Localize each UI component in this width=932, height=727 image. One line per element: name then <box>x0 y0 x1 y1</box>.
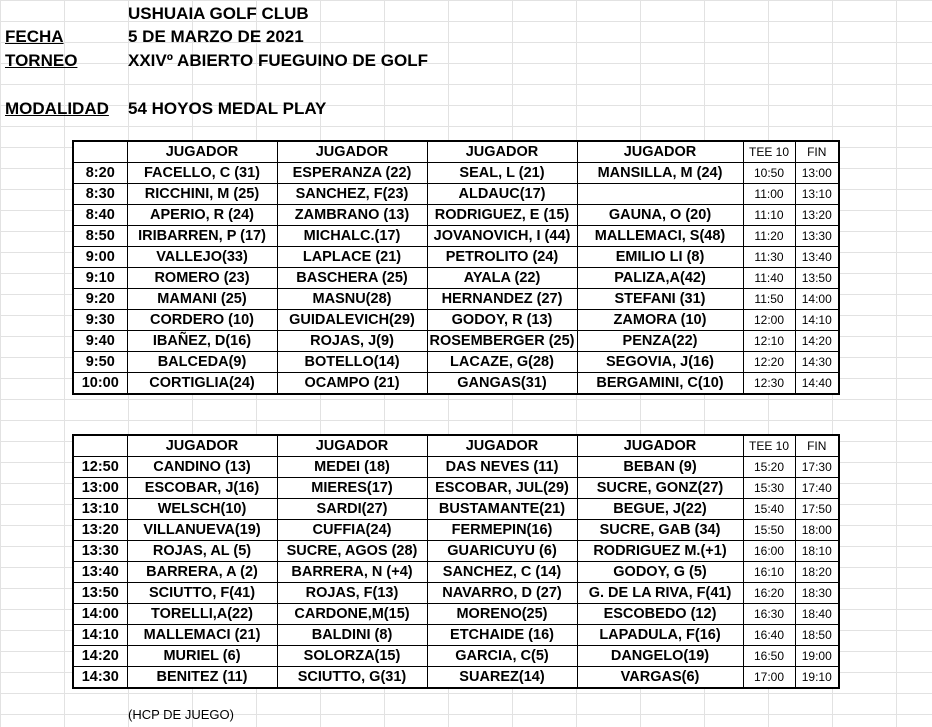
finish-time-cell: 14:00 <box>795 289 839 310</box>
header-row <box>73 435 839 457</box>
player-cell: EMILIO LI (8) <box>577 247 743 268</box>
player-cell: RICCHINI, M (25) <box>127 184 277 205</box>
finish-time-cell: 18:00 <box>795 520 839 541</box>
table-row <box>73 562 839 583</box>
player-cell: JOVANOVICH, I (44) <box>427 226 577 247</box>
player-cell: BEGUE, J(22) <box>577 499 743 520</box>
table-row <box>73 352 839 373</box>
table-row <box>73 226 839 247</box>
player-cell: MICHALC.(17) <box>277 226 427 247</box>
finish-time-cell: 13:20 <box>795 205 839 226</box>
finish-time-cell: 13:10 <box>795 184 839 205</box>
torneo-label: TORNEO <box>5 51 78 70</box>
player-cell: CANDINO (13) <box>127 457 277 478</box>
table-row <box>73 667 839 689</box>
tee10-time-cell: 11:40 <box>743 268 795 289</box>
player-cell: SANCHEZ, C (14) <box>427 562 577 583</box>
player-cell: BALDINI (8) <box>277 625 427 646</box>
column-header-jugador: JUGADOR <box>427 435 577 457</box>
player-cell: GANGAS(31) <box>427 373 577 395</box>
tee10-time-cell: 15:30 <box>743 478 795 499</box>
player-cell: RODRIGUEZ, E (15) <box>427 205 577 226</box>
table-row <box>73 289 839 310</box>
player-cell: SARDI(27) <box>277 499 427 520</box>
column-header-jugador: JUGADOR <box>127 435 277 457</box>
table-row <box>73 373 839 395</box>
modalidad-value: 54 HOYOS MEDAL PLAY <box>128 99 327 118</box>
player-cell: CUFFIA(24) <box>277 520 427 541</box>
player-cell: NAVARRO, D (27) <box>427 583 577 604</box>
column-header-jugador: JUGADOR <box>427 141 577 163</box>
player-cell: VALLEJO(33) <box>127 247 277 268</box>
start-time-cell: 9:50 <box>73 352 127 373</box>
start-time-cell: 13:00 <box>73 478 127 499</box>
finish-time-cell: 18:30 <box>795 583 839 604</box>
tee10-time-cell: 15:50 <box>743 520 795 541</box>
player-cell: AYALA (22) <box>427 268 577 289</box>
player-cell: IBAÑEZ, D(16) <box>127 331 277 352</box>
player-cell: TORELLI,A(22) <box>127 604 277 625</box>
player-cell: GAUNA, O (20) <box>577 205 743 226</box>
start-time-cell: 8:20 <box>73 163 127 184</box>
table-row <box>73 478 839 499</box>
column-header-tee10: TEE 10 <box>743 435 795 457</box>
player-cell: ESPERANZA (22) <box>277 163 427 184</box>
player-cell: SUCRE, GONZ(27) <box>577 478 743 499</box>
finish-time-cell: 14:10 <box>795 310 839 331</box>
footnote: (HCP DE JUEGO) <box>128 707 234 722</box>
tee10-time-cell: 10:50 <box>743 163 795 184</box>
tee10-time-cell: 11:00 <box>743 184 795 205</box>
tee10-time-cell: 15:20 <box>743 457 795 478</box>
start-time-cell: 14:10 <box>73 625 127 646</box>
club-name: USHUAIA GOLF CLUB <box>128 4 309 23</box>
player-cell: SANCHEZ, F(23) <box>277 184 427 205</box>
player-cell: SUCRE, GAB (34) <box>577 520 743 541</box>
table-row <box>73 541 839 562</box>
finish-time-cell: 17:30 <box>795 457 839 478</box>
schedule-table-afternoon <box>72 434 840 689</box>
player-cell: HERNANDEZ (27) <box>427 289 577 310</box>
header-corner <box>73 435 127 457</box>
player-cell: GUARICUYU (6) <box>427 541 577 562</box>
torneo-value: XXIVº ABIERTO FUEGUINO DE GOLF <box>128 51 428 70</box>
player-cell: BASCHERA (25) <box>277 268 427 289</box>
start-time-cell: 9:20 <box>73 289 127 310</box>
player-cell: MAMANI (25) <box>127 289 277 310</box>
table-row <box>73 499 839 520</box>
table-row <box>73 520 839 541</box>
player-cell: CORTIGLIA(24) <box>127 373 277 395</box>
header-row <box>73 141 839 163</box>
tee10-time-cell: 16:10 <box>743 562 795 583</box>
column-header-jugador: JUGADOR <box>277 141 427 163</box>
finish-time-cell: 14:40 <box>795 373 839 395</box>
tee10-time-cell: 12:20 <box>743 352 795 373</box>
table-row <box>73 604 839 625</box>
tee10-time-cell: 11:20 <box>743 226 795 247</box>
player-cell: STEFANI (31) <box>577 289 743 310</box>
finish-time-cell: 14:20 <box>795 331 839 352</box>
player-cell: OCAMPO (21) <box>277 373 427 395</box>
player-cell: MANSILLA, M (24) <box>577 163 743 184</box>
start-time-cell: 14:20 <box>73 646 127 667</box>
player-cell: SUCRE, AGOS (28) <box>277 541 427 562</box>
table-row <box>73 583 839 604</box>
player-cell: ROJAS, J(9) <box>277 331 427 352</box>
tee10-time-cell: 11:30 <box>743 247 795 268</box>
player-cell: WELSCH(10) <box>127 499 277 520</box>
player-cell: MURIEL (6) <box>127 646 277 667</box>
table-row <box>73 646 839 667</box>
player-cell: PALIZA,A(42) <box>577 268 743 289</box>
player-cell: ETCHAIDE (16) <box>427 625 577 646</box>
finish-time-cell: 19:10 <box>795 667 839 689</box>
player-cell: PENZA(22) <box>577 331 743 352</box>
player-cell: ALDAUC(17) <box>427 184 577 205</box>
player-cell: GARCIA, C(5) <box>427 646 577 667</box>
player-cell: CARDONE,M(15) <box>277 604 427 625</box>
start-time-cell: 9:10 <box>73 268 127 289</box>
tee10-time-cell: 16:50 <box>743 646 795 667</box>
player-cell: VARGAS(6) <box>577 667 743 689</box>
player-cell: ESCOBAR, JUL(29) <box>427 478 577 499</box>
player-cell: LAPLACE (21) <box>277 247 427 268</box>
player-cell: SUAREZ(14) <box>427 667 577 689</box>
player-cell: GODOY, G (5) <box>577 562 743 583</box>
player-cell: RODRIGUEZ M.(+1) <box>577 541 743 562</box>
player-cell: ESCOBAR, J(16) <box>127 478 277 499</box>
player-cell: LACAZE, G(28) <box>427 352 577 373</box>
player-cell: MALLEMACI (21) <box>127 625 277 646</box>
finish-time-cell: 17:40 <box>795 478 839 499</box>
player-cell: MIERES(17) <box>277 478 427 499</box>
table-row <box>73 310 839 331</box>
player-cell: CORDERO (10) <box>127 310 277 331</box>
tee10-time-cell: 15:40 <box>743 499 795 520</box>
tee10-time-cell: 16:20 <box>743 583 795 604</box>
player-cell: G. DE LA RIVA, F(41) <box>577 583 743 604</box>
player-cell: SEGOVIA, J(16) <box>577 352 743 373</box>
player-cell: DAS NEVES (11) <box>427 457 577 478</box>
finish-time-cell: 18:10 <box>795 541 839 562</box>
tee10-time-cell: 12:10 <box>743 331 795 352</box>
player-cell: IRIBARREN, P (17) <box>127 226 277 247</box>
player-cell: BERGAMINI, C(10) <box>577 373 743 395</box>
finish-time-cell: 13:40 <box>795 247 839 268</box>
table-row <box>73 331 839 352</box>
player-cell: GODOY, R (13) <box>427 310 577 331</box>
player-cell: BOTELLO(14) <box>277 352 427 373</box>
start-time-cell: 8:50 <box>73 226 127 247</box>
player-cell: PETROLITO (24) <box>427 247 577 268</box>
player-cell: ZAMORA (10) <box>577 310 743 331</box>
finish-time-cell: 13:30 <box>795 226 839 247</box>
tee10-time-cell: 12:00 <box>743 310 795 331</box>
player-cell: BENITEZ (11) <box>127 667 277 689</box>
player-cell: BEBAN (9) <box>577 457 743 478</box>
start-time-cell: 8:40 <box>73 205 127 226</box>
player-cell: BALCEDA(9) <box>127 352 277 373</box>
player-cell: MALLEMACI, S(48) <box>577 226 743 247</box>
player-cell: LAPADULA, F(16) <box>577 625 743 646</box>
column-header-jugador: JUGADOR <box>277 435 427 457</box>
start-time-cell: 13:30 <box>73 541 127 562</box>
finish-time-cell: 13:50 <box>795 268 839 289</box>
player-cell: DANGELO(19) <box>577 646 743 667</box>
player-cell: ZAMBRANO (13) <box>277 205 427 226</box>
tee10-time-cell: 12:30 <box>743 373 795 395</box>
start-time-cell: 12:50 <box>73 457 127 478</box>
finish-time-cell: 18:40 <box>795 604 839 625</box>
player-cell: GUIDALEVICH(29) <box>277 310 427 331</box>
player-cell: MEDEI (18) <box>277 457 427 478</box>
table-row <box>73 247 839 268</box>
start-time-cell: 9:30 <box>73 310 127 331</box>
start-time-cell: 8:30 <box>73 184 127 205</box>
start-time-cell: 10:00 <box>73 373 127 395</box>
player-cell: MORENO(25) <box>427 604 577 625</box>
start-time-cell: 9:40 <box>73 331 127 352</box>
fecha-label: FECHA <box>5 27 64 46</box>
column-header-fin: FIN <box>795 141 839 163</box>
start-time-cell: 13:40 <box>73 562 127 583</box>
start-time-cell: 13:20 <box>73 520 127 541</box>
tee10-time-cell: 16:40 <box>743 625 795 646</box>
player-cell: ROMERO (23) <box>127 268 277 289</box>
start-time-cell: 13:10 <box>73 499 127 520</box>
player-cell: MASNU(28) <box>277 289 427 310</box>
player-cell: ROJAS, AL (5) <box>127 541 277 562</box>
start-time-cell: 9:00 <box>73 247 127 268</box>
tee10-time-cell: 16:00 <box>743 541 795 562</box>
player-cell <box>577 184 743 205</box>
column-header-jugador: JUGADOR <box>127 141 277 163</box>
finish-time-cell: 18:50 <box>795 625 839 646</box>
tee10-time-cell: 17:00 <box>743 667 795 689</box>
schedule-table-morning <box>72 140 840 395</box>
player-cell: ROSEMBERGER (25) <box>427 331 577 352</box>
player-cell: BUSTAMANTE(21) <box>427 499 577 520</box>
start-time-cell: 14:00 <box>73 604 127 625</box>
finish-time-cell: 17:50 <box>795 499 839 520</box>
start-time-cell: 14:30 <box>73 667 127 689</box>
fecha-value: 5 DE MARZO DE 2021 <box>128 27 304 46</box>
player-cell: BARRERA, A (2) <box>127 562 277 583</box>
finish-time-cell: 19:00 <box>795 646 839 667</box>
table-row <box>73 268 839 289</box>
table-row <box>73 625 839 646</box>
player-cell: SOLORZA(15) <box>277 646 427 667</box>
finish-time-cell: 18:20 <box>795 562 839 583</box>
player-cell: VILLANUEVA(19) <box>127 520 277 541</box>
table-row <box>73 163 839 184</box>
player-cell: BARRERA, N (+4) <box>277 562 427 583</box>
player-cell: FERMEPIN(16) <box>427 520 577 541</box>
table-row <box>73 205 839 226</box>
column-header-jugador: JUGADOR <box>577 435 743 457</box>
finish-time-cell: 13:00 <box>795 163 839 184</box>
player-cell: SEAL, L (21) <box>427 163 577 184</box>
player-cell: APERIO, R (24) <box>127 205 277 226</box>
modalidad-label: MODALIDAD <box>5 99 109 118</box>
finish-time-cell: 14:30 <box>795 352 839 373</box>
player-cell: ESCOBEDO (12) <box>577 604 743 625</box>
player-cell: SCIUTTO, F(41) <box>127 583 277 604</box>
player-cell: ROJAS, F(13) <box>277 583 427 604</box>
tee10-time-cell: 11:10 <box>743 205 795 226</box>
tee10-time-cell: 16:30 <box>743 604 795 625</box>
table-row <box>73 457 839 478</box>
player-cell: SCIUTTO, G(31) <box>277 667 427 689</box>
column-header-fin: FIN <box>795 435 839 457</box>
column-header-jugador: JUGADOR <box>577 141 743 163</box>
player-cell: FACELLO, C (31) <box>127 163 277 184</box>
tee10-time-cell: 11:50 <box>743 289 795 310</box>
start-time-cell: 13:50 <box>73 583 127 604</box>
table-row <box>73 184 839 205</box>
header-corner <box>73 141 127 163</box>
column-header-tee10: TEE 10 <box>743 141 795 163</box>
